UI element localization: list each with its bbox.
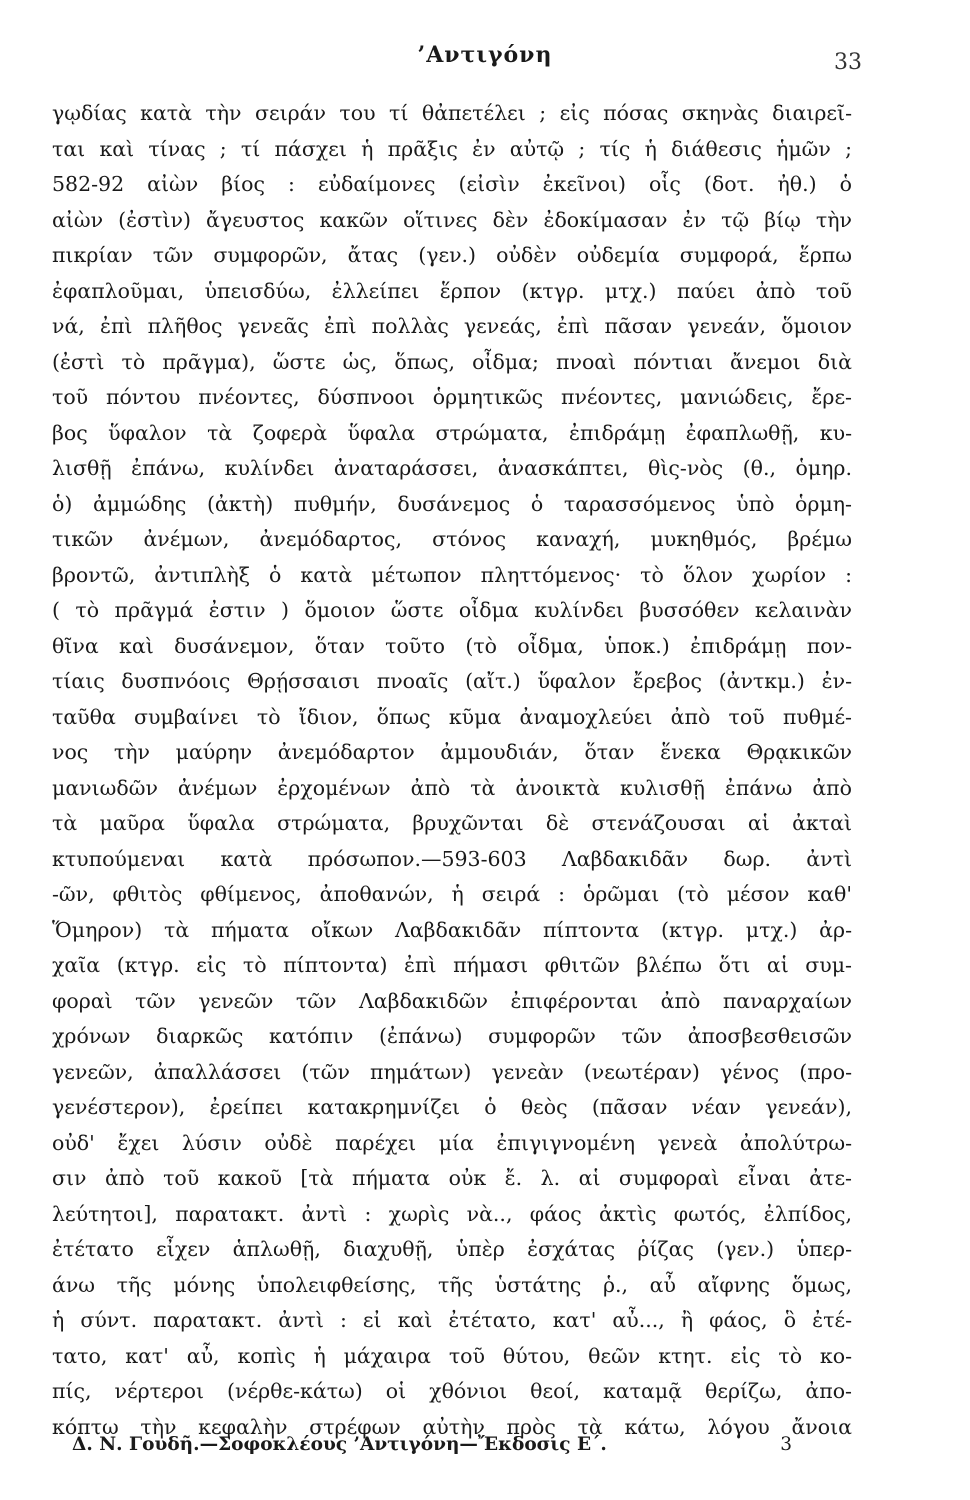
text-line: κτυπούμεναι κατὰ πρόσωπον.—593-603 Λαβδακιδᾶν δωρ. ἀντὶ	[52, 846, 852, 871]
text-line: ὁ) ἀμμώδης (ἀκτὴ) πυθμήν, δυσάνεμος ὁ ταρασσόμενος ὑπὸ ὁρμη-	[52, 491, 852, 516]
text-line: πίς, νέρτεροι (νέρθε-κάτω) οἱ χθόνιοι θεοί, καταμᾷ θερίζω, ἀπο-	[52, 1379, 852, 1403]
text-line: κόπτω τὴν κεφαλὴν στρέφων αὐτὴν πρὸς τὰ κάτω, λόγου ἄνοια	[52, 1414, 852, 1439]
text-line: νά, ἐπὶ πλῆθος γενεᾶς ἐπὶ πολλὰς γενεάς, ἐπὶ πᾶσαν γενεάν, ὅμοιον	[52, 314, 852, 338]
text-line: χαῖα (κτγρ. εἰς τὸ πίπτοντα) ἐπὶ πήμασι φθιτῶν βλέπω ὅτι αἱ συμ-	[52, 953, 852, 977]
text-line: λισθῇ ἐπάνω, κυλίνδει ἀναταράσσει, ἀνασκάπτει, θὶς-νὸς (θ., ὁμηρ.	[52, 456, 852, 480]
text-line: λεύτητοι], παρατακτ. ἀντὶ : χωρὶς νὰ.., φάος ἀκτὶς φωτός, ἐλπίδος,	[52, 1201, 852, 1226]
text-line: γῳδίας κατὰ τὴν σειράν του τί θἀπετέλει ; εἰς πόσας σκηνὰς διαιρεῖ-	[52, 101, 852, 125]
text-line: -ῶν, φθιτὸς φθίμενος, ἀποθανών, ἡ σειρά : ὁρῶμαι (τὸ μέσον καθ'	[52, 882, 852, 906]
text-line: μανιωδῶν ἀνέμων ἐρχομένων ἀπὸ τὰ ἀνοικτὰ κυλισθῇ ἐπάνω ἀπὸ	[52, 775, 852, 800]
text-line: πικρίαν τῶν συμφορῶν, ἄτας (γεν.) οὐδὲν οὐδεμία συμφορά, ἕρπω	[52, 243, 852, 267]
sheet-number: 3	[780, 1434, 792, 1455]
text-line: θῖνα καὶ δυσάνεμον, ὅταν τοῦτο (τὸ οἶδμα, ὑποκ.) ἐπιδράμῃ πον-	[52, 633, 852, 658]
text-line: γενέστερον), ἐρείπει κατακρημνίζει ὁ θεὸς (πᾶσαν νέαν γενεάν),	[52, 1095, 852, 1119]
text-line: φοραὶ τῶν γενεῶν τῶν Λαβδακιδῶν ἐπιφέρονται ἀπὸ παναρχαίων	[52, 988, 852, 1013]
text-line: βροντῶ, ἀντιπλὴξ ὁ κατὰ μέτωπον πληττόμενος· τὸ ὅλον χωρίον :	[52, 562, 852, 587]
text-line: αἰὼν (ἐστὶν) ἄγευστος κακῶν οἵτινες δὲν ἐδοκίμασαν ἐν τῷ βίῳ τὴν	[52, 207, 852, 232]
text-line: τὰ μαῦρα ὕφαλα στρώματα, βρυχῶνται δὲ στενάζουσαι αἱ ἀκταὶ	[52, 811, 852, 835]
text-line: άνω τῆς μόνης ὑπολειφθείσης, τῆς ὑστάτης ῥ., αὖ αἴφνης ὅμως,	[52, 1272, 852, 1297]
text-line: τίαις δυσπνόοις Θρῄσσαισι πνοαῖς (αἴτ.) ὕφαλον ἔρεβος (ἀντκμ.) ἐν-	[52, 669, 852, 693]
text-line: ταῦθα συμβαίνει τὸ ἴδιον, ὅπως κῦμα ἀναμοχλεύει ἀπὸ τοῦ πυθμέ-	[52, 704, 852, 729]
text-line: νος τὴν μαύρην ἀνεμόδαρτον ἀμμουδιάν, ὅταν ἕνεκα Θρᾳκικῶν	[52, 740, 852, 764]
text-line: χρόνων διαρκῶς κατόπιν (ἐπάνω) συμφορῶν τῶν ἀποσβεσθεισῶν	[52, 1024, 852, 1048]
text-line: γενεῶν, ἀπαλλάσσει (τῶν πημάτων) γενεὰν (νεωτέραν) γένος (προ-	[52, 1059, 852, 1084]
text-line: ἐτέτατο εἶχεν ἁπλωθῇ, διαχυθῇ, ὑπὲρ ἐσχάτας ῥίζας (γεν.) ὑπερ-	[52, 1237, 852, 1261]
text-line: τοῦ πόντου πνέοντες, δύσπνοοι ὁρμητικῶς πνέοντες, μανιώδεις, ἔρε-	[52, 385, 852, 409]
text-line: ( τὸ πρᾶγμά ἐστιν ) ὅμοιον ὥστε οἶδμα κυλίνδει βυσσόθεν κελαινὰν	[52, 598, 852, 622]
text-line: σιν ἀπὸ τοῦ κακοῦ [τὰ πήματα οὐκ ἔ. λ. αἱ συμφοραὶ εἶναι ἀτε-	[52, 1166, 852, 1190]
running-head-title: ’Αντιγόνη	[417, 42, 553, 68]
text-line: ἐφαπλοῦμαι, ὑπεισδύω, ἐλλείπει ἕρπον (κτγρ. μτχ.) παύει ἀπὸ τοῦ	[52, 278, 852, 303]
footer-signature-line	[72, 1434, 792, 1455]
printer-signature: Δ. Ν. Γουδῆ.—Σοφοκλέους ’Αντιγόνη—Ἔκδοσις Ε΄.	[72, 1434, 607, 1455]
text-line: τικῶν ἀνέμων, ἀνεμόδαρτος, στόνος καναχή, μυκηθμός, βρέμω	[52, 527, 852, 551]
text-line: Ὅμηρον) τὰ πήματα οἴκων Λαβδακιδᾶν πίπτοντα (κτγρ. μτχ.) ἀρ-	[52, 917, 852, 942]
commentary-text	[52, 96, 852, 1445]
text-line: τατο, κατ' αὖ, κοπὶς ἡ μάχαιρα τοῦ θύτου, θεῶν κτητ. εἰς τὸ κο-	[52, 1343, 852, 1368]
text-line: οὐδ' ἔχει λύσιν οὐδὲ παρέχει μία ἐπιγιγνομένη γενεὰ ἀπολύτρω-	[52, 1130, 852, 1155]
text-line: ἡ σύντ. παρατακτ. ἀντὶ : εἰ καὶ ἐτέτατο, κατ' αὖ..., ἢ φάος, ὃ ἐτέ-	[52, 1308, 852, 1332]
text-line: (ἐστὶ τὸ πρᾶγμα), ὥστε ὡς, ὅπως, οἶδμα; πνοαὶ πόντιαι ἄνεμοι διὰ	[52, 349, 852, 374]
text-line: ται καὶ τίνας ; τί πάσχει ἡ πρᾶξις ἐν αὐτῷ ; τίς ἡ διάθεσις ἡμῶν ;	[52, 136, 852, 161]
text-line: βος ὕφαλον τὰ ζοφερὰ ὕφαλα στρώματα, ἐπιδράμῃ ἐφαπλωθῇ, κυ-	[52, 420, 852, 445]
page-number: 33	[834, 50, 862, 75]
text-line: 582-92 αἰὼν βίος : εὐδαίμονες (εἰσὶν ἐκεῖνοι) οἷς (δοτ. ἠθ.) ὁ	[52, 172, 852, 196]
